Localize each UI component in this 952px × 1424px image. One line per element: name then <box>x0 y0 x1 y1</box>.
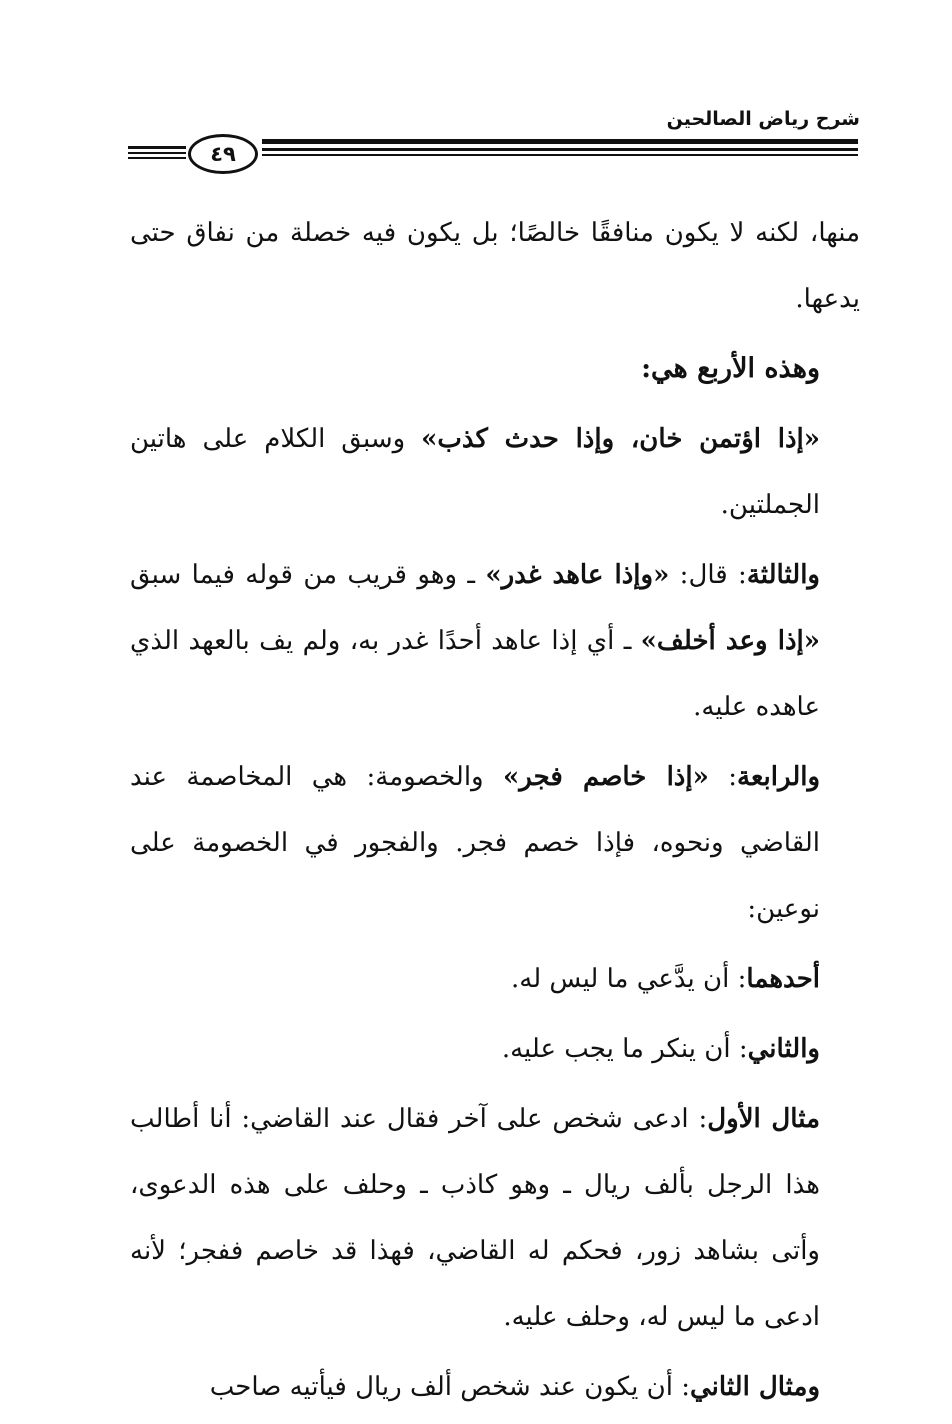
paragraph-text: : ادعى شخص على آخر فقال عند القاضي: أنا أطالب هذا الرجل بألف ريال ـ وهو كاذب ـ وحلف على هذه الدعوى، وأتى بشاهد زور، فحكم له القاضي، فهذا قد خاصم ففجر؛ لأنه ادعى ما ليس له، وحلف عليه. <box>130 1104 820 1332</box>
paragraph-text: والخصومة: هي المخاصمة عند القاضي ونحوه، فإذا خصم فجر. والفجور في الخصومة على نوعين: <box>130 762 820 924</box>
paragraph-text: : أن يكون عند شخص ألف ريال فيأتيه صاحب <box>209 1372 690 1402</box>
term-lead: مثال الأول <box>707 1104 820 1134</box>
header-rule-right <box>262 139 858 161</box>
paragraph-text: : قال: <box>669 560 747 590</box>
running-header-title: شرح رياض الصالحين <box>666 108 860 130</box>
paragraph-text: : <box>708 762 738 792</box>
section-heading: وهذه الأربع هي: <box>641 353 820 384</box>
term-lead: والرابعة <box>737 762 821 792</box>
hadith-quote: «إذا اؤتمن خان، وإذا حدث كذب» <box>421 424 821 454</box>
paragraph-2 <box>130 406 860 538</box>
paragraph-7 <box>130 1086 860 1350</box>
hadith-quote: «إذا خاصم فجر» <box>503 762 709 792</box>
paragraph-text: ـ وهو قريب من قوله فيما سبق <box>130 560 486 590</box>
paragraph-text: وسبق الكلام على هاتين الجملتين. <box>130 424 820 520</box>
paragraph-6 <box>130 1016 860 1082</box>
hadith-quote: «وإذا عاهد غدر» <box>485 560 670 590</box>
term-lead: أحدهما <box>746 964 820 994</box>
header-rule-left <box>128 146 186 160</box>
term-lead: ومثال الثاني <box>689 1372 820 1402</box>
paragraph-8 <box>130 1354 860 1420</box>
paragraph-text: : أن ينكر ما يجب عليه. <box>501 1034 748 1064</box>
hadith-quote: «إذا وعد أخلف» <box>640 626 820 656</box>
paragraph-text: : أن يدَّعي ما ليس له. <box>511 964 747 994</box>
paragraph-4 <box>130 744 860 942</box>
main-text <box>130 200 860 1424</box>
paragraph-5 <box>130 946 860 1012</box>
page-number: ٤٩ <box>188 134 258 174</box>
paragraph-3 <box>130 542 860 740</box>
term-lead: والثاني <box>747 1034 820 1064</box>
paragraph-text: ـ أي إذا عاهد أحدًا غدر به، ولم يف بالعهد الذي عاهده عليه. <box>130 626 820 722</box>
paragraph-1: منها، لكنه لا يكون منافقًا خالصًا؛ بل يكون فيه خصلة من نفاق حتى يدعها. <box>130 218 860 314</box>
term-lead: والثالثة <box>746 560 820 590</box>
